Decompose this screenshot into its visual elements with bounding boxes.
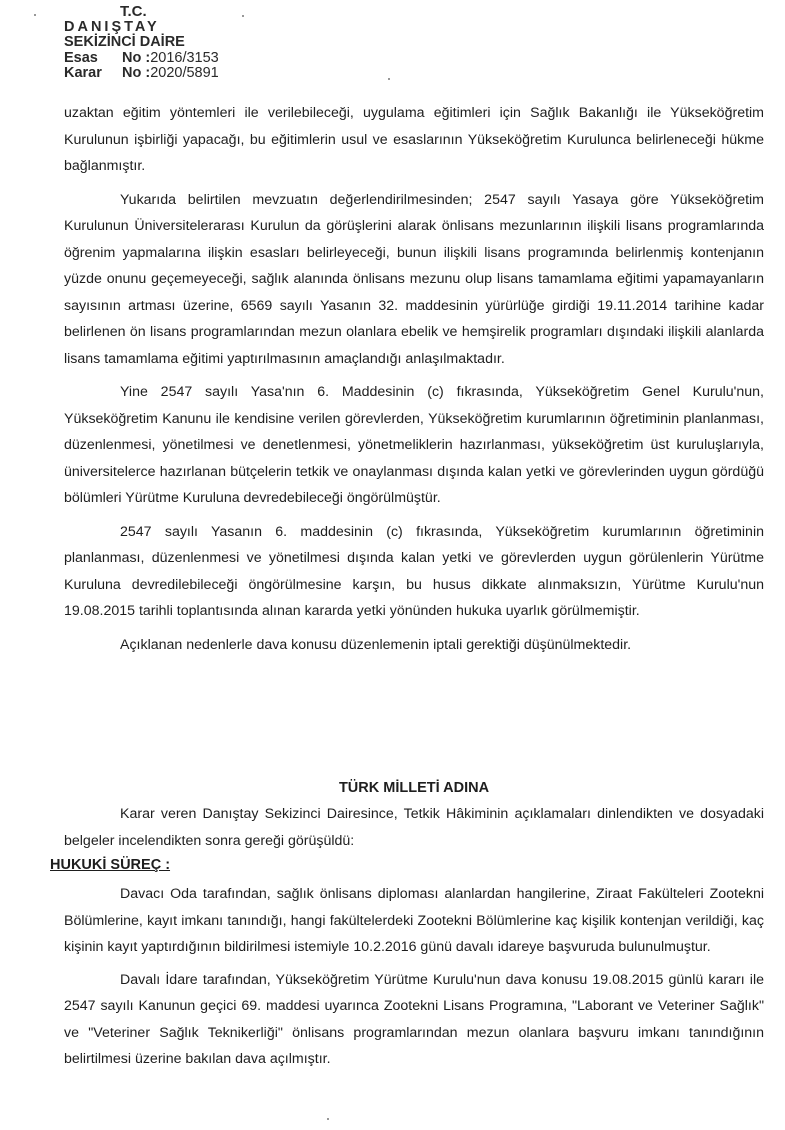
decision-intro: Karar veren Danıştay Sekizinci Dairesince, Tetkik Hâkiminin açıklamaları dinlendikten ve dosyadaki belgeler incelendikten sonra gereği görüşüldü: <box>64 806 764 849</box>
paragraph-delegation: 2547 sayılı Yasanın 6. maddesinin (c) fıkrasında, Yükseköğretim kurumlarının öğretiminin planlanması, düzenlenmesi ve yönetilmesi dışında kalan yetki ve görevlerden uygun görülenlerin Yürütme Kuruluna devredilebileceği öngörülmesine karşın, bu husus dikkate alınmaksızın, Yürütme Kurulu'nun 19.08.2015 tarihli toplantısında alınan kararda yetki yönünden hukuka uyarlık görülmemiştir. <box>64 523 764 619</box>
karar-line <box>64 66 219 82</box>
section-title-legal-process: HUKUKİ SÜREÇ : <box>50 857 171 873</box>
process-paragraph-lawsuit: Davalı İdare tarafından, Yükseköğretim Yürütme Kurulu'nun dava konusu 19.08.2015 günlü kararı ile 2547 sayılı Kanunun geçici 69. maddesi uyarınca Zootekni Lisans Programına, "Laborant ve Veteriner Sağlık" ve "Veteriner Sağlık Teknikerliği" önlisans programlarından mezun olanlara başvuru imkanı tanındığının belirtilmesi üzerine bakılan dava açılmıştır. <box>64 971 764 1067</box>
karar-label: Karar <box>64 65 102 81</box>
scan-speck <box>327 1118 329 1120</box>
scan-speck <box>34 14 36 16</box>
nation-heading: TÜRK MİLLETİ ADINA <box>338 780 490 796</box>
paragraph-evaluation: Yukarıda belirtilen mevzuatın değerlendirilmesinden; 2547 sayılı Yasaya göre Yükseköğretim Kurulunun Üniversitelerarası Kurulun da görüşlerini alarak önlisans mezunlarının ilişkili lisans programlarında öğrenim yapmalarına ilişkin esasları belirleyeceği, bunun ilişkili lisans programında belirlenmiş kontenjanın yüzde onunu geçemeyeceği, sağlık alanında önlisans mezunu olup lisans tamamlama eğitimi yapamayanların sayısının artması üzerine, 6569 sayılı Yasanın 32. maddesinin yürürlüğe girdiği 19.11.2014 tarihine kadar belirlenen ön lisans programlarından mezun olanlara ebelik ve hemşirelik programları dışındaki ilişkili alanlarda lisans tamamlama eğitimi yaptırılmasının amaçlandığı anlaşılmaktadır. <box>64 191 764 367</box>
republic-abbrev: T.C. <box>120 3 147 20</box>
paragraph-article-6c: Yine 2547 sayılı Yasa'nın 6. Maddesinin (c) fıkrasında, Yükseköğretim Genel Kurulu'nun, Yükseköğretim Kanunu ile kendisine verilen görevlerden, Yükseköğretim kurumlarının öğretiminin planlanması, düzenlenmesi, yönetilmesi ve denetlenmesi, yönetmeliklerin hazırlanması, yükseköğretim üst kuruluşlarıyla, üniversitelerce hazırlanan bütçelerin tetkik ve onaylanması dışında kalan yetki ve görevlerinden uygun gördüğü bölümleri Yürütme Kuruluna devredebileceği öngörülmüştür. <box>64 384 764 506</box>
scan-speck <box>242 15 244 17</box>
esas-number: 2016/3153 <box>150 49 219 66</box>
document-header <box>64 4 219 82</box>
process-paragraph-application: Davacı Oda tarafından, sağlık önlisans diploması alanlardan hangilerine, Ziraat Fakülteleri Zootekni Bölümlerine, kayıt imkanı tanındığı, hangi fakültelerdeki Zootekni Bölümlerine kaç kişilik kontenjan verildiği, kaç kişinin kayıt yaptırdığının bildirilmesi istemiyle 10.2.2016 günü davalı idareye başvuruda bulunulmuştur. <box>64 886 764 955</box>
reasoning-section <box>64 100 764 658</box>
paragraph-conclusion: Açıklanan nedenlerle dava konusu düzenlemenin iptali gerektiği düşünülmektedir. <box>120 636 632 653</box>
decision-intro-section <box>64 801 764 854</box>
esas-line <box>64 51 219 67</box>
esas-label: Esas <box>64 49 98 66</box>
karar-number: 2020/5891 <box>150 65 219 81</box>
legal-process-section <box>64 881 764 1073</box>
karar-no-label: No : <box>122 65 151 81</box>
paragraph-continuation: uzaktan eğitim yöntemleri ile verilebileceği, uygulama eğitimleri için Sağlık Bakanlığı ile Yükseköğretim Kurulunun işbirliği yapacağı, bu eğitimlerin usul ve esaslarının Yükseköğretim Kurulunca belirleneceği hükme bağlanmıştır. <box>64 105 764 174</box>
chamber-name: SEKİZİNCİ DAİRE <box>64 34 185 50</box>
esas-no-label: No : <box>122 49 151 66</box>
scan-speck <box>388 78 390 80</box>
court-name: DANIŞTAY <box>64 18 160 35</box>
